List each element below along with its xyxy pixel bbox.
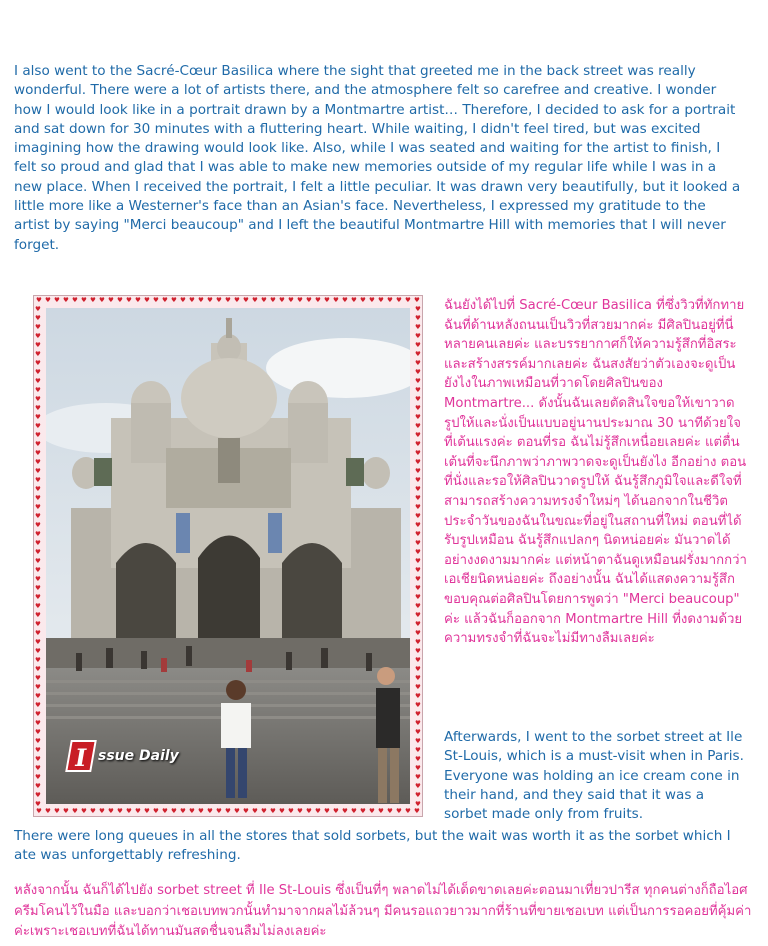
heart-icon: ♥ (234, 807, 240, 815)
heart-icon: ♥ (415, 782, 421, 790)
heart-icon: ♥ (144, 296, 150, 304)
heart-icon: ♥ (369, 807, 375, 815)
heart-icon: ♥ (35, 638, 41, 646)
heart-icon: ♥ (35, 539, 41, 547)
heart-icon: ♥ (36, 807, 42, 815)
heart-icon: ♥ (414, 807, 420, 815)
heart-icon: ♥ (153, 807, 159, 815)
heart-icon: ♥ (135, 296, 141, 304)
heart-icon: ♥ (396, 296, 402, 304)
heart-icon: ♥ (108, 296, 114, 304)
heart-icon: ♥ (35, 710, 41, 718)
heart-icon: ♥ (414, 296, 420, 304)
heart-icon: ♥ (360, 807, 366, 815)
heart-icon: ♥ (333, 807, 339, 815)
heart-icon: ♥ (415, 773, 421, 781)
heart-icon: ♥ (415, 728, 421, 736)
afterwards-paragraph: Afterwards, I went to the sorbet street at Ile St-Louis, which is a must-visit when in Paris. Everyone was holding an ice cream cone in their hand, and they said that it was a sorbet made only from fruits. (444, 729, 744, 823)
heart-icon: ♥ (35, 386, 41, 394)
heart-icon: ♥ (35, 521, 41, 529)
heart-icon: ♥ (99, 807, 105, 815)
logo-badge: I (65, 740, 97, 772)
heart-icon: ♥ (351, 807, 357, 815)
heart-icon: ♥ (261, 807, 267, 815)
heart-icon: ♥ (81, 296, 87, 304)
heart-icon: ♥ (35, 548, 41, 556)
heart-icon: ♥ (35, 449, 41, 457)
heart-icon: ♥ (35, 458, 41, 466)
heart-icon: ♥ (171, 807, 177, 815)
heart-icon: ♥ (35, 683, 41, 691)
heart-icon: ♥ (415, 593, 421, 601)
heart-icon: ♥ (324, 296, 330, 304)
heart-icon: ♥ (35, 566, 41, 574)
heart-icon: ♥ (342, 807, 348, 815)
heart-icon: ♥ (415, 395, 421, 403)
heart-icon: ♥ (415, 476, 421, 484)
basilica-photo (46, 308, 410, 804)
heart-icon: ♥ (35, 332, 41, 340)
heart-icon: ♥ (35, 800, 41, 808)
heart-icon: ♥ (415, 710, 421, 718)
heart-icon: ♥ (35, 755, 41, 763)
heart-icon: ♥ (270, 807, 276, 815)
heart-icon: ♥ (35, 719, 41, 727)
heart-icon: ♥ (81, 807, 87, 815)
heart-icon: ♥ (415, 764, 421, 772)
heart-icon: ♥ (360, 296, 366, 304)
heart-icon: ♥ (415, 566, 421, 574)
heart-icon: ♥ (415, 494, 421, 502)
heart-icon: ♥ (415, 449, 421, 457)
heart-icon: ♥ (207, 296, 213, 304)
heart-icon: ♥ (45, 807, 51, 815)
photo-frame (33, 295, 423, 817)
heart-icon: ♥ (415, 305, 421, 313)
heart-icon: ♥ (387, 807, 393, 815)
heart-icon: ♥ (35, 395, 41, 403)
heart-icon: ♥ (225, 296, 231, 304)
heart-icon: ♥ (415, 512, 421, 520)
heart-icon: ♥ (35, 476, 41, 484)
heart-icon: ♥ (35, 575, 41, 583)
heart-icon: ♥ (415, 800, 421, 808)
heart-icon: ♥ (324, 807, 330, 815)
heart-icon: ♥ (415, 701, 421, 709)
heart-icon: ♥ (415, 692, 421, 700)
heart-icon: ♥ (351, 296, 357, 304)
heart-icon: ♥ (35, 431, 41, 439)
heart-icon: ♥ (415, 413, 421, 421)
heart-icon: ♥ (415, 404, 421, 412)
heart-icon: ♥ (144, 807, 150, 815)
heart-icon: ♥ (279, 807, 285, 815)
heart-icon: ♥ (415, 521, 421, 529)
afterwards-continued: There were long queues in all the stores that sold sorbets, but the wait was worth it as the sorbet which I ate was unforgettably refreshing. (14, 828, 731, 864)
heart-icon: ♥ (415, 638, 421, 646)
heart-icon: ♥ (35, 584, 41, 592)
heart-icon: ♥ (35, 629, 41, 637)
heart-icon: ♥ (415, 314, 421, 322)
heart-icon: ♥ (415, 440, 421, 448)
issue-daily-logo (68, 740, 179, 772)
heart-icon: ♥ (415, 746, 421, 754)
heart-icon: ♥ (415, 359, 421, 367)
heart-icon: ♥ (415, 647, 421, 655)
heart-icon: ♥ (35, 602, 41, 610)
heart-icon: ♥ (415, 332, 421, 340)
heart-icon: ♥ (189, 807, 195, 815)
heart-icon: ♥ (315, 296, 321, 304)
heart-icon: ♥ (108, 807, 114, 815)
heart-icon: ♥ (415, 386, 421, 394)
heart-icon: ♥ (35, 377, 41, 385)
heart-icon: ♥ (35, 359, 41, 367)
heart-icon: ♥ (54, 296, 60, 304)
heart-icon: ♥ (415, 620, 421, 628)
heart-icon: ♥ (216, 296, 222, 304)
heart-icon: ♥ (35, 773, 41, 781)
basilica-illustration (46, 308, 410, 804)
heart-icon: ♥ (415, 530, 421, 538)
heart-icon: ♥ (261, 296, 267, 304)
heart-icon: ♥ (117, 296, 123, 304)
heart-icon: ♥ (162, 807, 168, 815)
heart-icon: ♥ (35, 656, 41, 664)
heart-icon: ♥ (415, 467, 421, 475)
heart-icon: ♥ (35, 665, 41, 673)
heart-icon: ♥ (35, 503, 41, 511)
heart-icon: ♥ (35, 701, 41, 709)
heart-icon: ♥ (126, 807, 132, 815)
heart-icon: ♥ (252, 296, 258, 304)
heart-icon: ♥ (35, 485, 41, 493)
heart-icon: ♥ (288, 807, 294, 815)
heart-icon: ♥ (415, 665, 421, 673)
heart-icon: ♥ (387, 296, 393, 304)
heart-icon: ♥ (35, 593, 41, 601)
intro-paragraph: I also went to the Sacré-Cœur Basilica where the sight that greeted me in the back street was really wonderful. There were a lot of artists there, and the atmosphere felt so carefree and creative. I wonder how I would look like in a portrait drawn by a Montmartre artist… Therefore, I decided to ask for a portrait and sat down for 30 minutes with a fluttering heart. While waiting, I didn't feel tired, but was excited imagining how the drawing would look like. Also, while I was seated and waiting for the artist to finish, I felt so proud and glad that I was able to make new memories outside of my regular life while I was in a new place. When I received the portrait, I felt a little peculiar. It was drawn very beautifully, but it looked a little more like a Westerner's face than an Asian's face. Nevertheless, I expressed my gratitude to the artist by saying "Merci beaucoup" and I left the beautiful Montmartre Hill with memories that I will never forget. (14, 63, 741, 253)
heart-icon: ♥ (234, 296, 240, 304)
heart-icon: ♥ (415, 791, 421, 799)
heart-icon: ♥ (415, 548, 421, 556)
heart-icon: ♥ (396, 807, 402, 815)
heart-icon: ♥ (35, 674, 41, 682)
heart-icon: ♥ (415, 584, 421, 592)
heart-icon: ♥ (35, 512, 41, 520)
heart-icon: ♥ (35, 467, 41, 475)
heart-icon: ♥ (198, 807, 204, 815)
heart-icon: ♥ (270, 296, 276, 304)
heart-icon: ♥ (415, 683, 421, 691)
heart-icon: ♥ (415, 368, 421, 376)
heart-icon: ♥ (333, 296, 339, 304)
heart-icon: ♥ (153, 296, 159, 304)
heart-icon: ♥ (243, 807, 249, 815)
heart-icon: ♥ (189, 296, 195, 304)
heart-icon: ♥ (415, 602, 421, 610)
heart-icon: ♥ (35, 422, 41, 430)
thai-bottom-paragraph: หลังจากนั้น ฉันก็ได้ไปยัง sorbet street ที่ Ile St-Louis ซึ่งเป็นที่ๆ พลาดไม่ได้เด็ดขาดเลยค่ะตอนมาเที่ยวปารีส ทุกคนต่างก็ถือไอศครีมโคนไว้ในมือ และบอกว่าเชอเบทพวกนั้นทำมาจากผลไม้ล้วนๆ มีคนรอแถวยาวมากที่ร้านที่ขายเชอเบท แต่เป็นการรอคอยที่คุ้มค่าค่ะเพราะเชอเบทที่ฉันได้ทานมันสดชื่นจนลืมไม่ลงเลยค่ะ (14, 883, 752, 939)
heart-icon: ♥ (135, 807, 141, 815)
heart-icon: ♥ (415, 719, 421, 727)
heart-icon: ♥ (225, 807, 231, 815)
heart-icon: ♥ (415, 431, 421, 439)
heart-icon: ♥ (35, 782, 41, 790)
heart-icon: ♥ (415, 503, 421, 511)
heart-icon: ♥ (35, 350, 41, 358)
heart-icon: ♥ (126, 296, 132, 304)
heart-icon: ♥ (288, 296, 294, 304)
heart-icon: ♥ (415, 422, 421, 430)
heart-icon: ♥ (162, 296, 168, 304)
heart-icon: ♥ (35, 746, 41, 754)
heart-icon: ♥ (252, 807, 258, 815)
heart-icon: ♥ (415, 674, 421, 682)
heart-icon: ♥ (306, 296, 312, 304)
heart-icon: ♥ (35, 728, 41, 736)
heart-icon: ♥ (369, 296, 375, 304)
heart-icon: ♥ (63, 296, 69, 304)
heart-icon: ♥ (415, 458, 421, 466)
heart-icon: ♥ (415, 341, 421, 349)
heart-icon: ♥ (35, 404, 41, 412)
heart-icon: ♥ (72, 296, 78, 304)
heart-icon: ♥ (90, 807, 96, 815)
heart-icon: ♥ (35, 764, 41, 772)
heart-icon: ♥ (35, 530, 41, 538)
heart-icon: ♥ (35, 368, 41, 376)
heart-icon: ♥ (342, 296, 348, 304)
heart-icon: ♥ (415, 656, 421, 664)
heart-icon: ♥ (35, 692, 41, 700)
heart-icon: ♥ (378, 807, 384, 815)
heart-icon: ♥ (35, 305, 41, 313)
heart-icon: ♥ (35, 314, 41, 322)
heart-icon: ♥ (415, 557, 421, 565)
heart-icon: ♥ (35, 494, 41, 502)
heart-icon: ♥ (63, 807, 69, 815)
heart-icon: ♥ (90, 296, 96, 304)
heart-icon: ♥ (35, 341, 41, 349)
heart-icon: ♥ (405, 296, 411, 304)
heart-icon: ♥ (117, 807, 123, 815)
heart-icon: ♥ (415, 575, 421, 583)
heart-icon: ♥ (415, 539, 421, 547)
heart-icon: ♥ (415, 629, 421, 637)
heart-icon: ♥ (415, 485, 421, 493)
heart-icon: ♥ (35, 737, 41, 745)
heart-icon: ♥ (297, 296, 303, 304)
heart-icon: ♥ (35, 791, 41, 799)
heart-icon: ♥ (99, 296, 105, 304)
heart-icon: ♥ (243, 296, 249, 304)
heart-icon: ♥ (198, 296, 204, 304)
heart-icon: ♥ (415, 755, 421, 763)
heart-icon: ♥ (207, 807, 213, 815)
heart-icon: ♥ (297, 807, 303, 815)
heart-icon: ♥ (415, 323, 421, 331)
heart-icon: ♥ (35, 440, 41, 448)
heart-icon: ♥ (306, 807, 312, 815)
heart-icon: ♥ (171, 296, 177, 304)
heart-icon: ♥ (415, 350, 421, 358)
logo-words: ssue Daily (98, 748, 179, 764)
heart-icon: ♥ (45, 296, 51, 304)
heart-icon: ♥ (405, 807, 411, 815)
heart-icon: ♥ (35, 557, 41, 565)
heart-icon: ♥ (415, 611, 421, 619)
heart-icon: ♥ (180, 807, 186, 815)
heart-icon: ♥ (315, 807, 321, 815)
thai-paragraph: ฉันยังได้ไปที่ Sacré-Cœur Basilica ที่ซึ่งวิวที่ทักทายฉันที่ด้านหลังถนนเป็นวิวที่สวยมากค่ะ มีศิลปินอยู่ที่นี่หลายคนเลยค่ะ และบรรยากาศก็ให้ความรู้สึกที่อิสระและสร้างสรรค์มากเลยค่ะ ฉันสงสัยว่าตัวเองจะดูเป็นยังไงในภาพเหมือนที่วาดโดยศิลปินของ Montmartre... ดังนั้นฉันเลยตัดสินใจขอให้เขาวาดรูปให้และนั่งเป็นแบบอยู่นานประมาณ 30 นาทีด้วยใจที่เต้นแรงค่ะ ตอนที่รอ ฉันไม่รู้สึกเหนื่อยเลยค่ะ แต่ตื่นเต้นที่จะนึกภาพว่าภาพวาดจะดูเป็นยังไง อีกอย่าง ตอนที่นั่งและรอให้ศิลปินวาดรูปให้ ฉันรู้สึกภูมิใจและดีใจที่สามารถสร้างความทรงจำใหม่ๆ ได้นอกจากในชีวิตประจำวันของฉันในขณะที่อยู่ในสถานที่ใหม่ ตอนที่ได้รับรูปเหมือน ฉันรู้สึกแปลกๆ นิดหน่อยค่ะ มันวาดได้อย่างงดงามมากค่ะ แต่หน้าตาฉันดูเหมือนฝรั่งมากกว่าเอเชียนิดหน่อยค่ะ ถึงอย่างนั้น ฉันได้แสดงความรู้สึกขอบคุณต่อศิลปินโดยการพูดว่า "Merci beaucoup" ค่ะ แล้วฉันก็ออกจาก Montmartre Hill ที่งดงามด้วยความทรงจำที่ฉันจะไม่มีทางลืมเลยค่ะ (444, 298, 747, 647)
heart-icon: ♥ (279, 296, 285, 304)
heart-icon: ♥ (415, 377, 421, 385)
heart-icon: ♥ (72, 807, 78, 815)
heart-icon: ♥ (35, 611, 41, 619)
heart-icon: ♥ (35, 323, 41, 331)
heart-icon: ♥ (216, 807, 222, 815)
heart-icon: ♥ (415, 737, 421, 745)
heart-icon: ♥ (378, 296, 384, 304)
heart-icon: ♥ (54, 807, 60, 815)
heart-icon: ♥ (180, 296, 186, 304)
heart-icon: ♥ (35, 647, 41, 655)
heart-icon: ♥ (35, 413, 41, 421)
heart-icon: ♥ (35, 620, 41, 628)
heart-icon: ♥ (36, 296, 42, 304)
